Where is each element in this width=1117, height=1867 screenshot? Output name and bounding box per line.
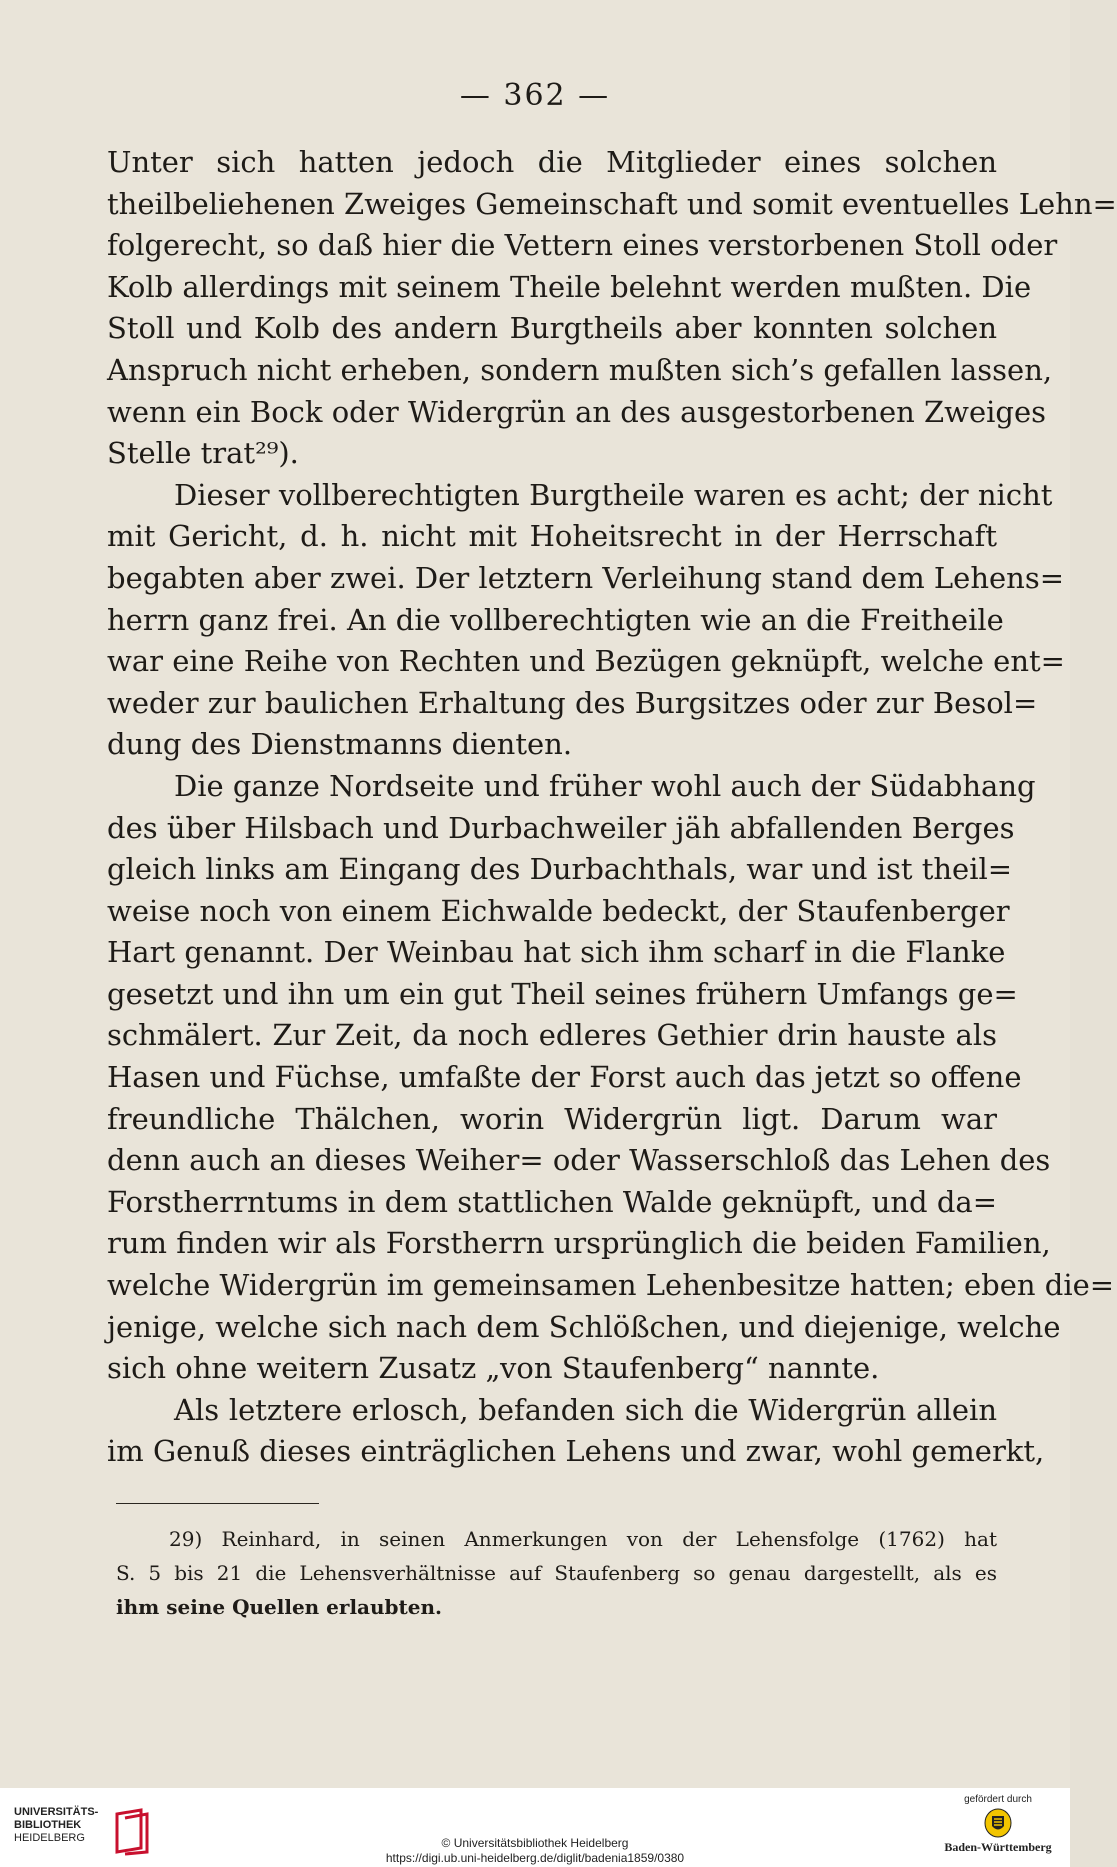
text-line: Forstherrntums in dem stattlichen Walde geknüpft, und da= (107, 1184, 997, 1219)
paragraph-4 (107, 1390, 1045, 1473)
ub-heidelberg-logo[interactable] (14, 1806, 154, 1858)
coat-of-arms-icon (984, 1808, 1012, 1838)
text-line: Dieser vollberechtigten Burgtheile waren es acht; der nicht (174, 477, 1053, 512)
footnote-line: S. 5 bis 21 die Lehensverhältnisse auf Staufenberg so genau dargestellt, als es (116, 1561, 997, 1585)
funded-by-label: gefördert durch (964, 1794, 1032, 1805)
text-line: rum finden wir als Forstherrn ursprünglich die beiden Familien, (107, 1226, 1051, 1261)
text-line: mit Gericht, d. h. nicht mit Hoheitsrecht in der Herrschaft (107, 519, 997, 554)
text-line: herrn ganz frei. An die vollberechtigten wie an die Freitheile (107, 602, 1004, 637)
text-line: Hasen und Füchse, umfaßte der Forst auch das jetzt so offene (107, 1060, 1022, 1095)
text-line: war eine Reihe von Rechten und Bezügen geknüpft, welche ent= (107, 644, 1065, 679)
text-line: dung des Dienstmanns dienten. (107, 727, 573, 762)
text-line: Stelle trat²⁹). (107, 436, 299, 471)
footnote-line: 29) Reinhard, in seinen Anmerkungen von der Lehensfolge (1762) hat (169, 1527, 997, 1551)
text-line: jenige, welche sich nach dem Schlößchen, und diejenige, welche (107, 1309, 1061, 1344)
text-line: sich ohne weitern Zusatz „von Staufenberg“ nannte. (107, 1351, 880, 1386)
paragraph-2 (107, 475, 1065, 766)
text-line: Unter sich hatten jedoch die Mitglieder eines solchen (107, 145, 997, 179)
text-line: gesetzt und ihn um ein gut Theil seines frühern Umfangs ge= (107, 976, 1018, 1011)
ub-logo-icon (111, 1808, 153, 1856)
paragraph-3 (107, 766, 1115, 1390)
baden-wuerttemberg-logo[interactable] (938, 1794, 1058, 1855)
viewer-footer (0, 1788, 1070, 1867)
paragraph-1 (107, 142, 1117, 475)
text-line: freundliche Thälchen, worin Widergrün ligt. Darum war (107, 1101, 997, 1136)
text-line: theilbeliehenen Zweiges Gemeinschaft und somit eventuelles Lehn= (107, 186, 1117, 221)
text-line: welche Widergrün im gemeinsamen Lehenbesitze hatten; eben die= (107, 1268, 1115, 1303)
text-line: gleich links am Eingang des Durbachthals, war und ist theil= (107, 852, 1013, 887)
text-line: begabten aber zwei. Der letztern Verleihung stand dem Lehens= (107, 560, 1065, 595)
funder-name: Baden-Württemberg (944, 1840, 1052, 1854)
text-line: folgerecht, so daß hier die Vettern eines verstorbenen Stoll oder (107, 228, 1058, 263)
copyright-text: © Universitätsbibliothek Heidelberg (441, 1836, 629, 1850)
footnote-line: ihm seine Quellen erlaubten. (116, 1595, 442, 1619)
text-line: des über Hilsbach und Durbachweiler jäh abfallenden Berges (107, 810, 1015, 845)
text-line: Anspruch nicht erheben, sondern mußten sich’s gefallen lassen, (107, 352, 1053, 387)
source-url-link[interactable]: https://digi.ub.uni-heidelberg.de/diglit/badenia1859/0380 (385, 1851, 685, 1865)
text-line: Stoll und Kolb des andern Burgtheils aber konnten solchen (107, 311, 997, 346)
text-line: weise noch von einem Eichwalde bedeckt, der Staufenberger (107, 893, 1010, 928)
library-name: UNIVERSITÄTS- BIBLIOTHEK HEIDELBERG (14, 1806, 99, 1844)
text-line: Als letztere erlosch, befanden sich die Widergrün allein (174, 1392, 997, 1427)
text-line: schmälert. Zur Zeit, da noch edleres Gethier drin hauste als (107, 1018, 997, 1053)
text-line: Die ganze Nordseite und früher wohl auch der Südabhang (174, 768, 1036, 803)
body-text (107, 142, 1117, 1473)
text-line: wenn ein Bock oder Widergrün an des ausgestorbenen Zweiges (107, 394, 1047, 429)
text-line: weder zur baulichen Erhaltung des Burgsitzes oder zur Besol= (107, 685, 1038, 720)
footnote-divider (116, 1503, 319, 1504)
text-line: Kolb allerdings mit seinem Theile belehnt werden mußten. Die (107, 269, 1032, 304)
page-number: — 362 — (459, 78, 611, 113)
footer-credits (300, 1836, 770, 1866)
text-line: Hart genannt. Der Weinbau hat sich ihm scharf in die Flanke (107, 935, 1006, 970)
text-line: denn auch an dieses Weiher= oder Wasserschloß das Lehen des (107, 1143, 1051, 1178)
footnote (116, 1522, 997, 1624)
text-line: im Genuß dieses einträglichen Lehens und zwar, wohl gemerkt, (107, 1434, 1045, 1469)
